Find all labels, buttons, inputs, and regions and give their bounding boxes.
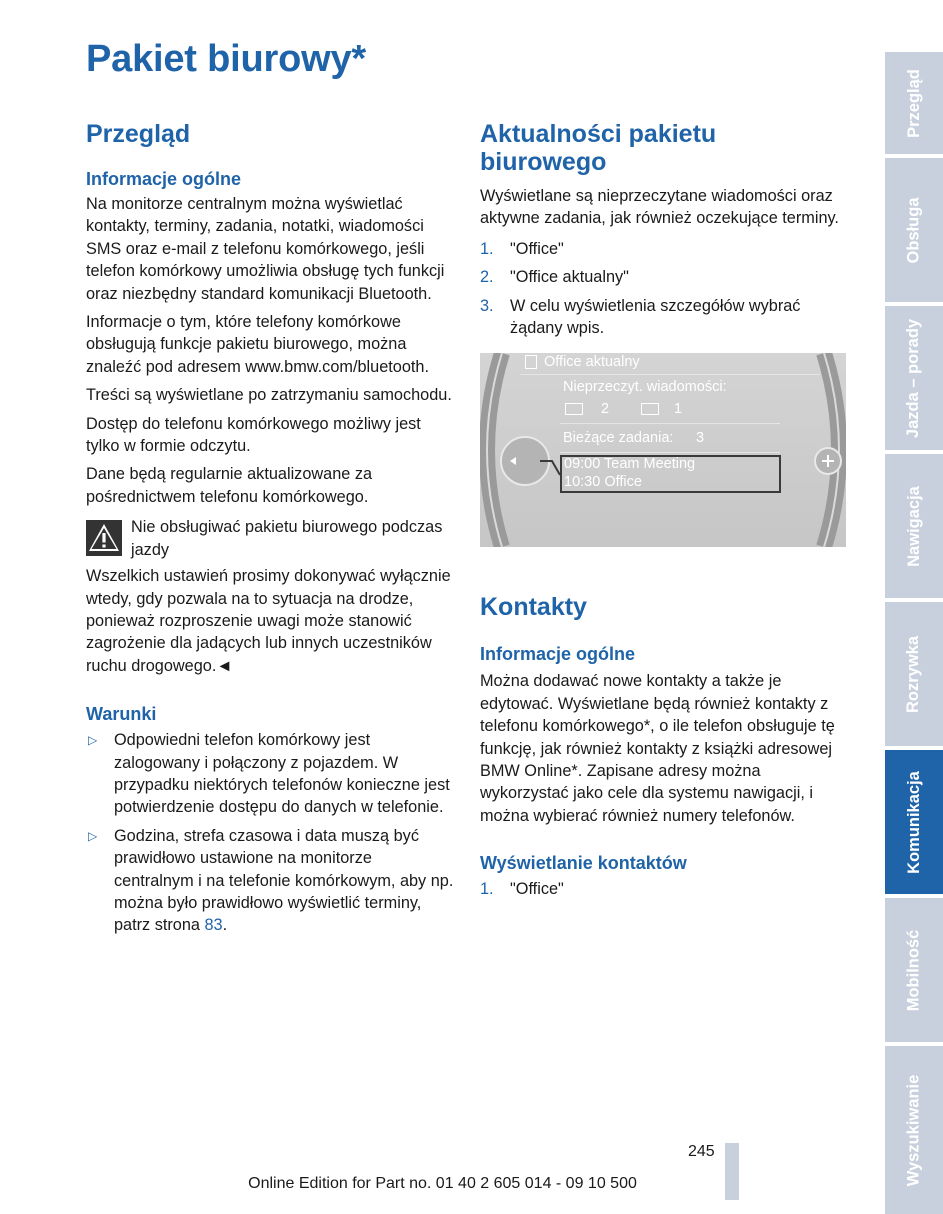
news-steps [480,238,848,340]
step-text: "Office" [510,880,564,899]
list-item [86,729,454,819]
idrive-screen-image [480,353,846,547]
tab-label: Mobilność [904,929,923,1011]
step-item [480,266,848,288]
step-number: 2. [480,268,494,287]
paragraph: Dane będą regularnie aktualizowane za pośrednictwem telefonu komórkowego. [86,465,373,506]
section-heading-overview: Przegląd [86,120,191,148]
paragraph: Na monitorze centralnym można wyświetlać kontakty, terminy, zadania, notatki, wiadomości SMS oraz e-mail z telefonu komórkowego, jeśli telefon komórkowy umożliwia obsługę tych funkcji oraz niezbędny standard komunikacji Bluetooth. [86,195,445,303]
tab-wyszukiwanie[interactable] [885,1046,943,1214]
appointment-item[interactable]: 09:00 Team Meeting [564,456,696,473]
tab-label: Jazda – porady [904,318,923,438]
list-item-end: . [222,916,228,935]
tab-label: Rozrywka [904,635,923,713]
warning-box [86,516,454,561]
unread-label: Nieprzeczyt. wiadomości: [563,379,727,396]
screen-title-icon [525,355,537,369]
bullet-marker: ▷ [88,733,98,748]
tab-label: Obsługa [904,196,923,264]
page-number: 245 [688,1143,715,1160]
chapter-tabs [885,52,943,1214]
step-text: "Office" [510,239,564,258]
contacts-steps [480,878,848,900]
warning-icon [86,520,122,556]
step-text: W celu wyświetlenia szczegółów wybrać żądany wpis. [510,296,801,338]
subheading-general-info: Informacje ogólne [86,169,242,189]
page-title: Pakiet biurowy* [86,38,366,80]
paragraph: Wyświetlane są nieprzeczytane wiadomości oraz aktywne zadania, jak również oczekujące terminy. [480,187,839,228]
step-text: "Office aktualny" [510,268,629,287]
list-item-text: Odpowiedni telefon komórkowy jest zalogowany i połączony z pojazdem. W przypadku niektórych telefonów konieczne jest potwierdzenie dostępu do danych w telefonie. [114,731,450,817]
step-number: 1. [480,239,494,258]
footer-text: Online Edition for Part no. 01 40 2 605 014 - 09 10 500 [248,1175,637,1192]
warning-title: Nie obsługiwać pakietu biurowego podczas jazdy [131,518,443,559]
step-number: 3. [480,296,494,315]
left-column [86,112,454,943]
step-item [480,238,848,260]
sms-count: 1 [674,401,683,418]
bullet-marker: ▷ [88,828,98,843]
tab-jazda-porady[interactable] [885,306,943,450]
step-number: 1. [480,880,494,899]
paragraph: Treści są wyświetlane po zatrzymaniu samochodu. [86,386,452,405]
tab-label: Nawigacja [904,485,923,567]
tab-label: Komunikacja [904,770,923,874]
list-item-text-wrap [114,825,454,937]
tab-label: Wyszukiwanie [904,1074,923,1186]
screen-title: Office aktualny [544,354,640,371]
divider [560,452,780,453]
paragraph: Można dodawać nowe kontakty a także je edytować. Wyświetlane będą również kontakty z telefonu komórkowego*, o ile telefon obsługuje tę funkcję, jak również kontakty z książki adresowej BMW Online*. Zapisane adresy można wykorzystać jako cele dla systemu nawigacji, i można wybierać również numery telefonów. [480,672,835,825]
list-item [86,825,454,937]
paragraph: Dostęp do telefonu komórkowego możliwy jest tylko w formie odczytu. [86,414,421,456]
conditions-list [86,729,454,937]
tab-rozrywka[interactable] [885,602,943,746]
subheading-contacts-general: Informacje ogólne [480,644,636,665]
appointment-item[interactable]: 10:30 Office [564,474,642,491]
tab-obsluga[interactable] [885,158,943,302]
subheading-conditions: Warunki [86,704,157,725]
tasks-label: Bieżące zadania: [563,430,674,447]
mail-count: 2 [601,401,610,418]
tab-label: Przegląd [904,68,923,138]
warning-text: Wszelkich ustawień prosimy dokonywać wyłącznie wtedy, gdy pozwala na to sytuacja na drodze, ponieważ rozproszenie uwagi może stanowić zagrożenie dla jadących lub innych uczestników ruchu drogowego.◄ [86,567,451,675]
tab-nawigacja[interactable] [885,454,943,598]
step-item [480,295,848,340]
right-column [480,112,848,907]
subheading-show-contacts: Wyświetlanie kontaktów [480,853,687,874]
paragraph: Informacje o tym, które telefony komórkowe obsługują funkcje pakietu biurowego, można znaleźć pod adresem www.bmw.com/bluetooth. [86,313,429,376]
tasks-count: 3 [696,430,705,447]
mail-icon [565,403,583,415]
list-item-text: Godzina, strefa czasowa i data muszą być prawidłowo ustawione na monitorze centralnym i na telefonie komórkowym, aby np. można było prawidłowo wyświetlić terminy, patrz strona [114,826,454,935]
section-heading-contacts: Kontakty [480,593,587,622]
divider [520,374,820,375]
tab-przeglad[interactable] [885,52,943,154]
sms-icon [641,403,659,415]
divider [560,423,780,424]
page-link[interactable]: 83 [204,916,223,935]
tab-komunikacja[interactable] [885,750,943,894]
step-item [480,878,848,900]
section-heading-news: Aktualności pakietu biurowego [480,120,717,176]
tab-mobilnosc[interactable] [885,898,943,1042]
